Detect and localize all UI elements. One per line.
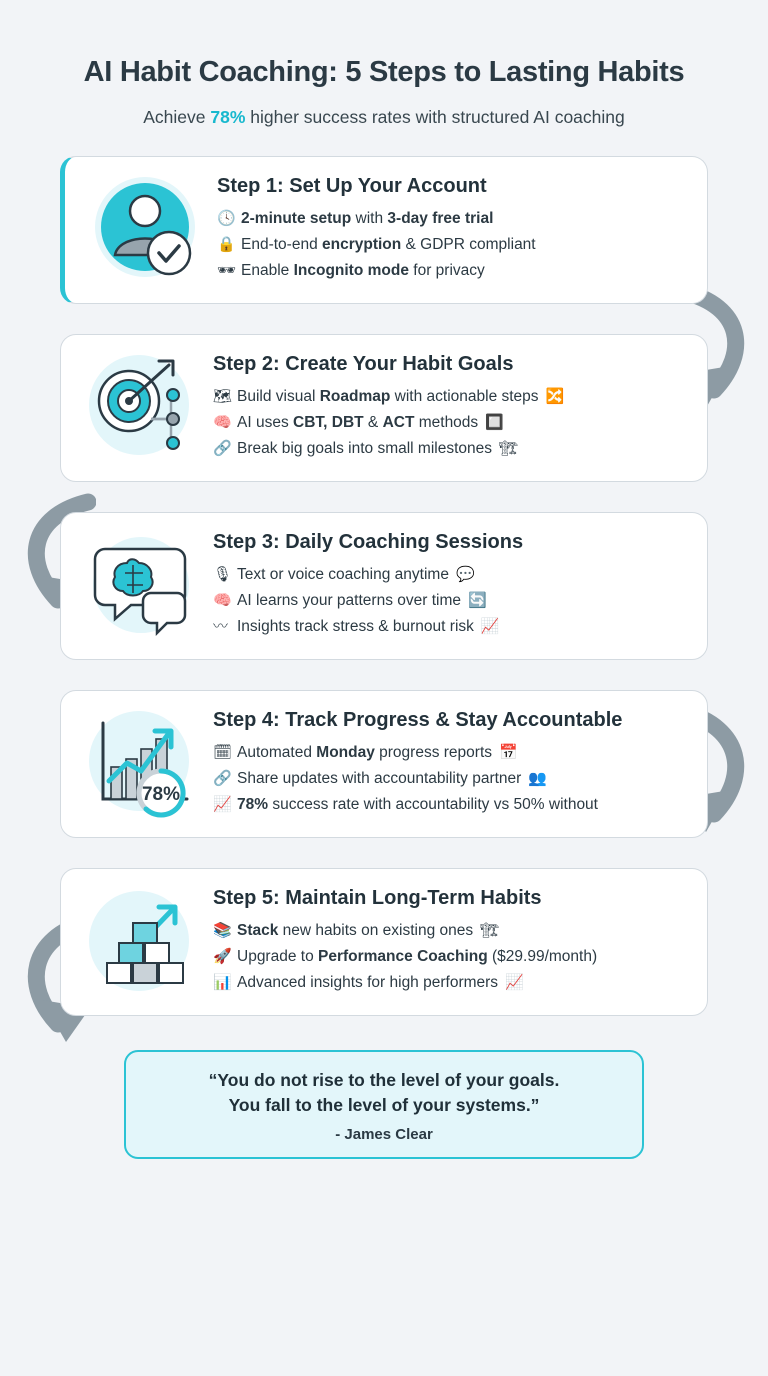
step-1-bullet-3: [217, 259, 691, 283]
step-3-bullet-1: [213, 563, 691, 587]
calendar-icon: 🗓: [213, 744, 233, 762]
incognito-glasses-icon: 🕶: [217, 262, 237, 280]
people-icon: 👥: [528, 770, 548, 788]
step-card-1[interactable]: [60, 156, 708, 304]
step-4-bullet-1-text: Automated Monday progress reports: [237, 743, 493, 761]
step-3-bullet-1-text: Text or voice coaching anytime: [237, 565, 449, 583]
step-5-bullet-3: [213, 971, 691, 995]
step-body-2: [209, 353, 691, 463]
quote-line-2: You fall to the level of your systems.”: [228, 1094, 540, 1115]
step-card-2[interactable]: [60, 334, 708, 482]
step-3-bullet-3: [213, 615, 691, 639]
step-2-bullet-3: [213, 437, 691, 461]
step-3-bullet-3-text: Insights track stress & burnout risk: [237, 618, 474, 635]
chart-up-icon: 📈: [505, 974, 524, 992]
step-4-bullet-3-text: 78% success rate with accountability vs 50% without: [237, 796, 598, 813]
step-4-bullet-2: [213, 767, 691, 791]
map-icon: 🗺: [213, 388, 233, 406]
step-body-3: [209, 531, 691, 641]
subtitle-after: higher success rates with structured AI coaching: [245, 107, 625, 127]
step-title-4: Step 4: Track Progress & Stay Accountable: [213, 708, 623, 731]
step-body-4: [209, 709, 691, 819]
steps-list: [0, 156, 768, 1016]
step-2-bullet-1: [213, 385, 691, 409]
step-5-bullet-1: [213, 919, 691, 943]
quote-card: [124, 1050, 644, 1159]
step-body-1: [213, 175, 691, 285]
step-2-bullet-2: [213, 411, 691, 435]
share-icon: 🔗: [213, 770, 232, 788]
bar-chart-icon: 📊: [213, 974, 232, 992]
stacked-blocks-growth-icon: [77, 883, 209, 1001]
target-arrow-nodes-icon: [77, 349, 209, 467]
page-title: AI Habit Coaching: 5 Steps to Lasting Habits: [83, 56, 685, 88]
page-subtitle: [0, 107, 768, 128]
quote-author: - James Clear: [335, 1125, 433, 1143]
svg-text:78%: 78%: [141, 784, 181, 805]
step-title-2: Step 2: Create Your Habit Goals: [213, 352, 514, 375]
growth-chart-78-icon: [77, 705, 209, 823]
step-1-bullet-1-text: 2-minute setup with 3-day free trial: [241, 209, 494, 227]
refresh-icon: 🔄: [468, 592, 487, 610]
step-1-bullet-2: [217, 233, 691, 257]
blocks-icon: 🏗: [480, 922, 500, 940]
waveform-icon: 〰: [213, 618, 229, 636]
step-5-bullet-2: [213, 945, 691, 969]
shuffle-icon: 🔀: [545, 388, 565, 406]
subtitle-highlight: 78%: [210, 107, 246, 127]
step-2-bullet-1-text: Build visual Roadmap with actionable steps: [237, 387, 539, 405]
step-card-3[interactable]: [60, 512, 708, 660]
step-4-bullet-3: [213, 793, 691, 817]
step-4-bullet-2-text: Share updates with accountability partner: [237, 769, 522, 787]
brain-icon: 🧠: [213, 592, 232, 610]
step-title-5: Step 5: Maintain Long-Term Habits: [213, 886, 542, 909]
step-4-bullet-1: [213, 741, 691, 765]
step-card-5[interactable]: [60, 868, 708, 1016]
step-2-bullet-3-text: Break big goals into small milestones: [237, 440, 493, 457]
step-3-bullet-2-text: AI learns your patterns over time: [237, 591, 461, 609]
step-card-4[interactable]: [60, 690, 708, 838]
step-2-bullet-2-text: AI uses CBT, DBT & ACT methods: [237, 413, 479, 431]
frame-icon: 🔲: [485, 414, 504, 432]
step-1-bullet-2-text: End-to-end encryption & GDPR compliant: [241, 235, 536, 253]
step-5-bullet-1-text: Stack new habits on existing ones: [237, 921, 474, 939]
step-3-bullet-2: [213, 589, 691, 613]
trend-up-icon: 📈: [213, 796, 232, 814]
step-title-3: Step 3: Daily Coaching Sessions: [213, 530, 524, 553]
step-5-bullet-2-text: Upgrade to Performance Coaching ($29.99/month): [237, 947, 598, 965]
calendar-end-icon: 📅: [499, 744, 518, 762]
stack-icon: 📚: [213, 922, 232, 940]
quote-line-1: “You do not rise to the level of your goals.: [208, 1070, 560, 1090]
chat-bubble-icon: 💬: [455, 566, 475, 584]
hierarchy-icon: 🏗: [499, 440, 519, 458]
lock-icon: 🔒: [217, 236, 236, 254]
step-title-1: Step 1: Set Up Your Account: [217, 174, 487, 197]
step-body-5: [209, 887, 691, 997]
pulse-icon: 📈: [480, 618, 500, 636]
microphone-icon: 🎙: [213, 566, 233, 584]
rocket-icon: 🚀: [213, 948, 232, 966]
step-5-bullet-3-text: Advanced insights for high performers: [237, 974, 499, 991]
brain-speech-bubbles-icon: [77, 527, 209, 645]
clock-icon: 🕓: [217, 210, 236, 228]
header: [0, 0, 768, 128]
step-1-bullet-3-text: Enable Incognito mode for privacy: [241, 262, 485, 279]
link-nodes-icon: 🔗: [213, 440, 232, 458]
account-avatar-check-icon: [81, 171, 213, 289]
subtitle-before: Achieve: [143, 107, 211, 127]
brain-icon: 🧠: [213, 414, 232, 432]
step-1-bullet-1: [217, 207, 691, 231]
